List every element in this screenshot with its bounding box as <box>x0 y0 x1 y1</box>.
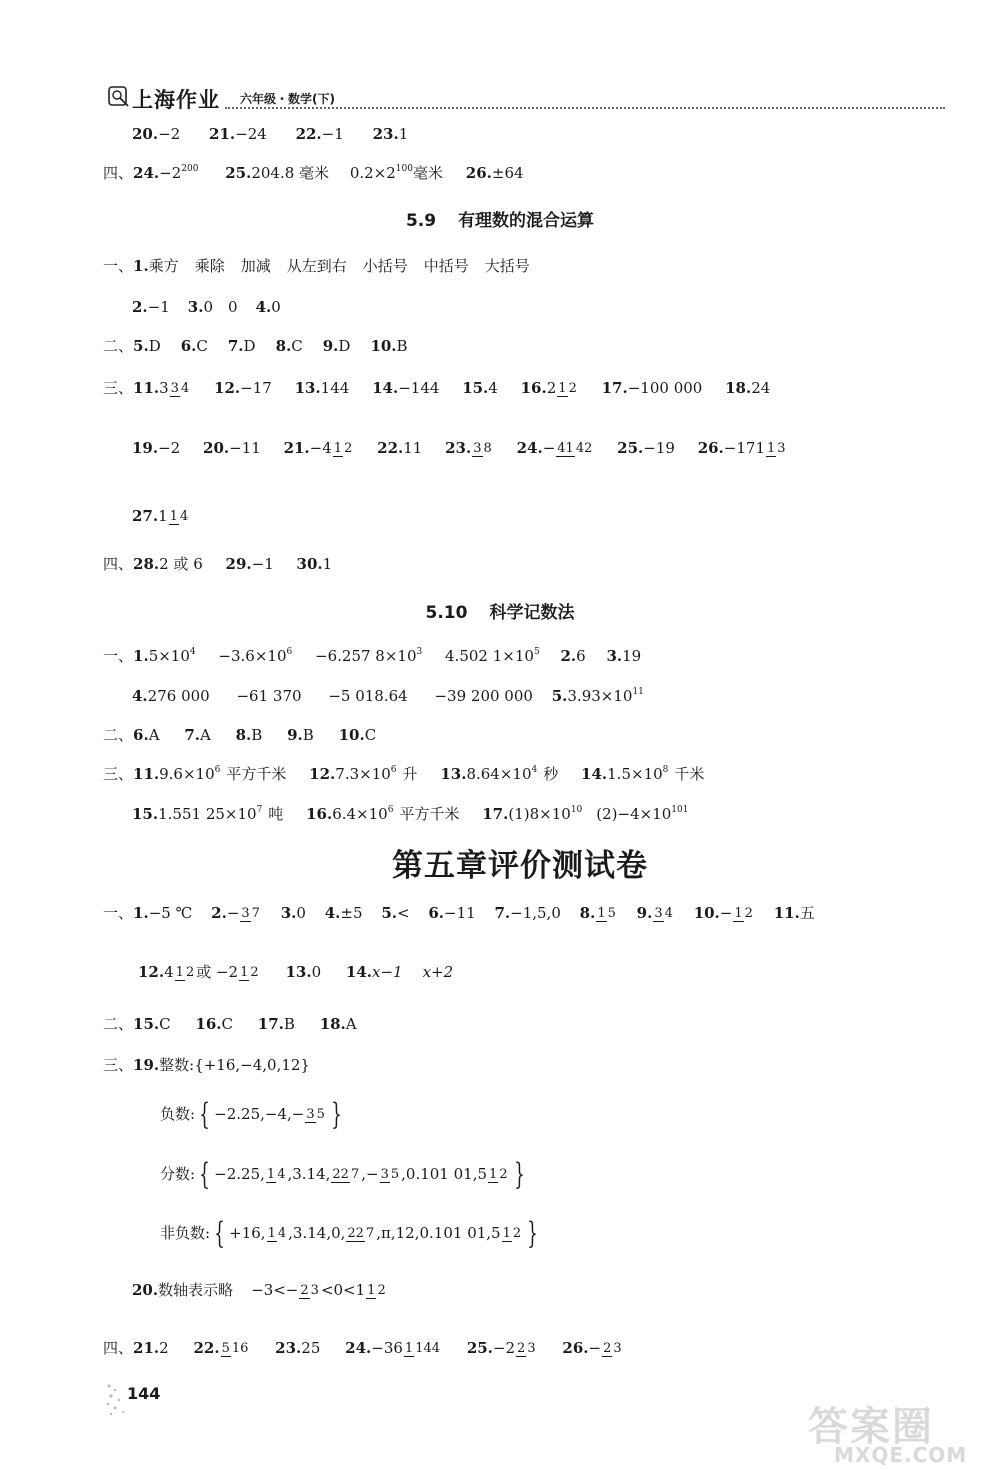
sci-line-15-17: 15.1.551 $25\times 10^7$ 吨 $16.6.4\times 10^6$ 平方千米 $17.(1)8\times 10^{10}$ $(2)-4\times 10^{101}$ <box>132 805 689 823</box>
search-logo-icon <box>108 86 130 108</box>
answer-line-1: 一、1.乘方 乘除 加减 从左到右 小括号 中括号 大括号 <box>103 257 530 275</box>
page-corner-ornament-icon <box>103 1378 129 1418</box>
section-title-5-9: 5.9 有理数的混合运算 <box>405 211 595 231</box>
page-number: 144 <box>127 1384 161 1403</box>
chapter-test-title: 第五章评价测试卷 <box>392 848 648 884</box>
page-header <box>100 82 945 112</box>
answer-line-11-18: 三、11.3 3 4 12.−17 13.144 14.−144 15.4 16.2 1 2 17.−100 000 18.24 <box>103 379 771 397</box>
watermark <box>800 1395 1000 1471</box>
answer-line-27: 27.1 1 4 <box>132 507 189 525</box>
sci-line-11-14: 三、$11.9.6\times 10^6$ 平方千米 $12.7.3\times 10^6$ 升 $13.8.64\times 10^4$ 秒 $14.1.5\times 10^8$ 千米 <box>103 765 705 783</box>
answer-line-5-10: 二、5.D 6.C 7.D 8.C 9.D 10.B <box>103 337 408 355</box>
sci-line-4-5: 4.276 000 −61 370 −5 018.64 −39 200 000 $5.3.93\times 10^{11}$ <box>132 687 644 705</box>
answer-line-20-23: 20.−2 21.−24 22.−1 23.1 <box>132 125 409 143</box>
answer-line-28-30: 四、28.2 或 6 29.−1 30.1 <box>103 555 333 573</box>
sci-line-1-3: 一、$1.5\times 10^4 -3.6\times 10^6 -6.257$ $8\times 10^3$ 4.502 $1\times 10^5$ 2.6 3.19 <box>103 647 642 665</box>
test-line-1-11: 一、1.−5 ℃ 2.− 3 7 3.0 4.±5 5.< 6.−11 7.−1,5,0 8. 1 5 9. 3 4 10.− 1 2 11.五 <box>103 904 815 922</box>
grade-subject: 六年级・数学(下) <box>240 92 335 106</box>
watermark-logo: 答案圈 <box>808 1404 934 1450</box>
test-line-20: 20.数轴表示略 −3<− 2 3 <0<1 1 2 <box>132 1281 386 1299</box>
test-line-fractions: 分数: { −2.25, 1 4 ,3.14, 22 7 ,− 3 5 ,0.101 01,5 1 2 } <box>160 1157 525 1192</box>
answer-line-24-26: 四、$24.-2^{200}$ 25.204.8 毫米 $0.2\times 2^{100}$毫米 26.±64 <box>103 164 524 182</box>
test-line-15-18: 二、15.C 16.C 17.B 18.A <box>103 1015 357 1033</box>
section-title-5-10: 5.10 科学记数法 <box>425 603 575 623</box>
test-line-21-26: 四、21.2 22. 5 16 23.25 24.−36 1 144 25.−2 2 3 26.− 2 3 <box>103 1339 622 1357</box>
answer-line-19-26: 19.−2 20.−11 21.−4 1 2 22.11 23. 3 8 24.− 41 42 25.−19 26.−171 1 3 <box>132 439 786 457</box>
watermark-url: MXQE.COM <box>834 1443 968 1467</box>
test-line-12-14: 12.4 1 2 或 −2 1 2 13.0 14.x−1 x+2 <box>138 963 454 981</box>
header-dotted-rule <box>225 107 945 109</box>
test-line-nonnegatives: 非负数: { +16, 1 4 ,3.14,0, 22 7 ,π,12,0.101 01,5 1 2 } <box>160 1216 538 1251</box>
sci-line-6-10: 二、6.A 7.A 8.B 9.B 10.C <box>103 726 377 744</box>
test-line-negatives: 负数: { −2.25,−4,− 3 5 } <box>160 1097 342 1132</box>
answer-line-2-4: 2.−1 3.0 0 4.0 <box>132 298 281 316</box>
test-line-19-integers: 三、19.整数:{+16,−4,0,12} <box>103 1056 310 1074</box>
brand-title: 上海作业 <box>132 88 220 112</box>
